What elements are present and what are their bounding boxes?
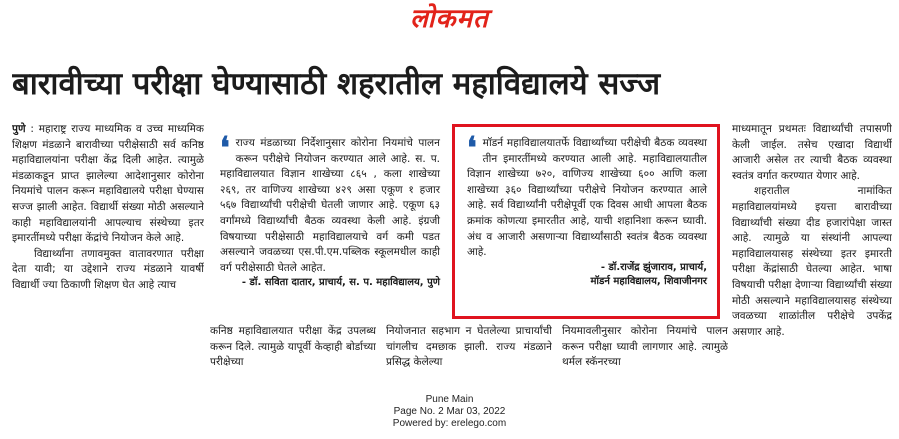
article-paragraph: माध्यमातून प्रथमतः विद्यार्थ्यांची तपासणी केली जाईल. तसेच एखादा विद्यार्थी आजारी असेल तर त्याची बैठक व्यवस्था स्वतंत्र वर्गात करण्यात येणार आहे. (732, 123, 892, 182)
quote-attribution-line2: मॉडर्न महाविद्यालय, शिवाजीनगर (590, 275, 707, 287)
article-headline: बारावीच्या परीक्षा घेण्यासाठी शहरातील महाविद्यालये सज्ज (12, 66, 661, 102)
page-footer (0, 394, 899, 430)
newspaper-logo[interactable]: लोकमत (410, 4, 489, 34)
quote-mark-icon: ❛ (467, 131, 477, 166)
quote-text: राज्य मंडळाच्या निर्देशानुसार कोरोना नियमांचे पालन करून परीक्षेचे नियोजन करण्यात आले आहे. स. प. महाविद्यालयात विज्ञान शाखेच्या ८६५ , कला शाखेच्या २६९, तर वाणिज्य शाखेच्या ४२९ असा एकूण १ हजार ५६७ विद्यार्थ्यांची परीक्षेची घेतली जाणार आहे. एकूण ६३ वर्गांमध्ये विद्यार्थ्यांची बैठक व्यवस्था केली आहे. इंग्रजी विषयाच्या परीक्षेसाठी महाविद्यालयाचे वर्ग कमी पडत असल्याने जवळच्या एस.पी.एम.पब्लिक स्कूलमधील काही वर्ग परीक्षेसाठी घेतले आहेत. (220, 137, 440, 274)
edition-name: Pune Main (425, 394, 474, 405)
masthead (0, 0, 899, 34)
article-paragraph: शहरातील नामांकित महाविद्यालयांमध्ये इयत्ता बारावीच्या विद्यार्थ्यांची संख्या दीड हजारांपेक्षा जास्त आहे. त्यामुळे या संस्थांनी आपल्या महाविद्यालयासह संस्थेच्या इतर इमारती परीक्षा केंद्रांसाठी घेतल्या आहेत. भाषा विषयाची परीक्षा देणाऱ्या विद्यार्थ्यांची संख्या मोठी असल्याने महाविद्यालयासह संस्थेच्या जवळच्या शाळांतील परीक्षेचे उपकेंद्र असणार आहे. (732, 185, 892, 338)
dateline: पुणे (12, 123, 26, 135)
quote-mark-icon: ❛ (220, 131, 230, 166)
article-paragraph (12, 122, 204, 247)
article-paragraph: नियोजनात सहभाग न घेतलेल्या प्राचार्यांची चांगलीच दमछाक झाली. राज्य मंडळाने प्रसिद्ध केलेल्या (386, 325, 552, 369)
article-column-4 (732, 122, 892, 392)
article-paragraph: विद्यार्थ्यांना तणावमुक्त वातावरणात परीक्षा देता यावी; या उद्देशाने राज्य मंडळाने यावर्षी विद्यार्थी ज्या ठिकाणी शिक्षण घेत आहे त्याच (12, 247, 204, 291)
article-paragraph: कनिष्ठ महाविद्यालयात परीक्षा केंद्र उपलब्ध करून दिले. त्यामुळे यापूर्वी केव्हाही बोर्डाच्या परीक्षेच्या (210, 325, 376, 369)
quote-attribution-line1: - डॉ.राजेंद्र झुंजाराव, प्राचार्य, (600, 261, 707, 273)
article-paragraph: नियमावलीनुसार कोरोना नियमांचे पालन करून परीक्षा घ्यावी लागणार आहे. त्यामुळे थर्मल स्कॅनरच्या (562, 325, 728, 369)
quote-box-principal-sp-college (210, 126, 448, 316)
article-column-1 (12, 122, 204, 439)
quote-box-principal-modern-college (452, 124, 720, 319)
page-number-date: Page No. 2 Mar 03, 2022 (393, 406, 506, 417)
paragraph-text: : महाराष्ट्र राज्य माध्यमिक व उच्च माध्यमिक शिक्षण मंडळाने बारावीच्या परीक्षेसाठी सर्व कनिष्ठ महाविद्यालयांना परीक्षा केंद्र दिली आहेत. त्यामुळे मंडळाकडून प्राप्त झालेल्या आदेशानुसार कोरोना नियमांचे पालन करून महाविद्यालये परीक्षा घेण्यास सज्ज झाली आहेत. विद्यार्थी संख्या मोठी असल्याने काही महाविद्यालयांनी आपल्याच संस्थेच्या इतर इमारतींमध्ये परीक्षा केंद्रांचे नियोजन केले आहे. (12, 123, 204, 245)
article-bottom-strip (210, 324, 728, 386)
quote-text: मॉडर्न महाविद्यालयातर्फे विद्यार्थ्यांच्या परीक्षेची बैठक व्यवस्था तीन इमारतींमध्ये करण्यात आली आहे. महाविद्यालयातील विज्ञान शाखेच्या ७२०, वाणिज्य शाखेच्या ६०० आणि कला शाखेच्या ३६० विद्यार्थ्यांच्या परीक्षेचे नियोजन करण्यात आले आहे. सर्व विद्यार्थ्यांनी परीक्षेपूर्वी एक दिवस आधी आपला बैठक क्रमांक कोणत्या इमारतीत आहे, याची शहानिशा करून घ्यावी. अंध व आजारी असणाऱ्या विद्यार्थ्यांसाठी स्वतंत्र बैठक व्यवस्था आहे. (467, 137, 707, 259)
powered-by: Powered by: erelego.com (392, 418, 507, 429)
quote-attribution: - डॉ. सविता दातार, प्राचार्य, स. प. महाविद्यालय, पुणे (241, 277, 440, 289)
